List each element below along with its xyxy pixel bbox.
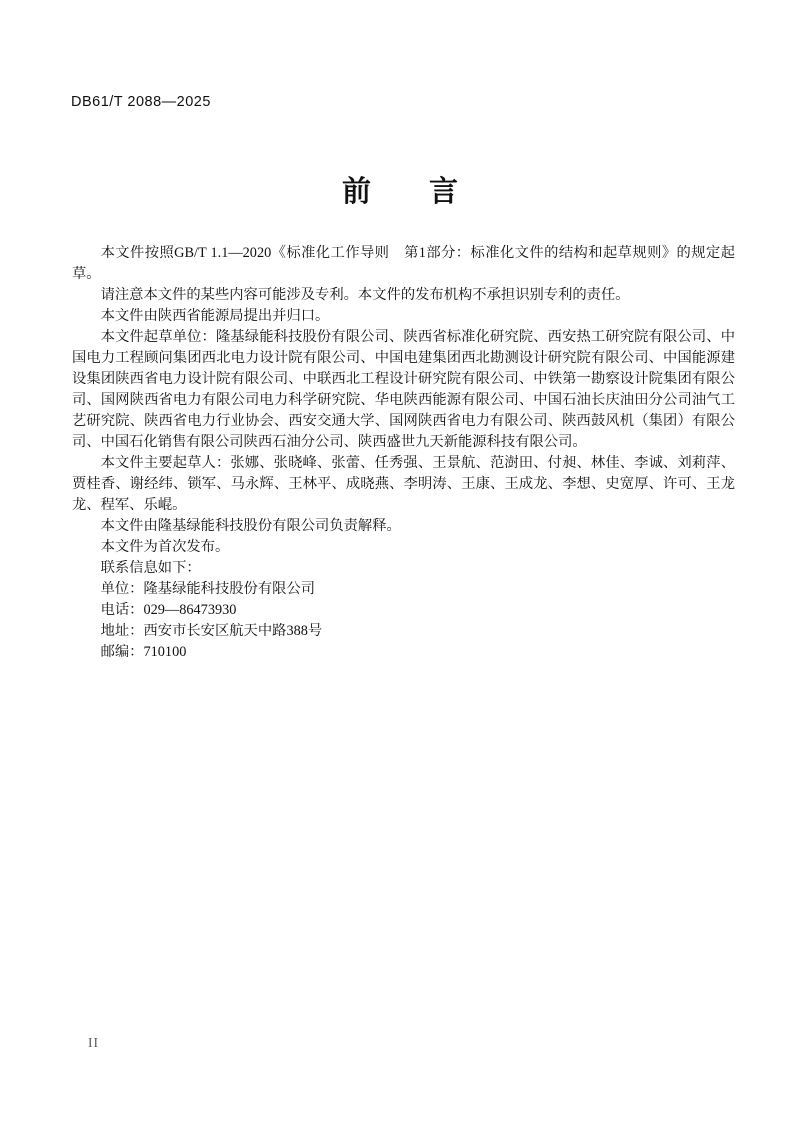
foreword-paragraph: 单位：隆基绿能科技股份有限公司: [100, 581, 316, 597]
foreword-paragraphs: [72, 243, 735, 663]
foreword-paragraph: 本文件为首次发布。: [100, 539, 230, 555]
foreword-paragraph: 本文件由隆基绿能科技股份有限公司负责解释。: [100, 518, 401, 534]
page-number: II: [88, 1035, 99, 1050]
foreword-paragraph: 本文件起草单位：隆基绿能科技股份有限公司、陕西省标准化研究院、西安热工研究院有限公司、中国电力工程顾问集团西北电力设计院有限公司、中国电建集团西北勘测设计研究院有限公司、中国能源建设集团陕西省电力设计院有限公司、中联西北工程设计研究院有限公司、中铁第一勘察设计院集团有限公司、国网陕西省电力有限公司电力科学研究院、华电陕西能源有限公司、中国石油长庆油田分公司油气工艺研究院、陕西省电力行业协会、西安交通大学、国网陕西省电力有限公司、陕西鼓风机（集团）有限公司、中国石化销售有限公司陕西石油分公司、陕西盛世九天新能源科技有限公司。: [72, 329, 735, 450]
foreword-paragraph: 地址：西安市长安区航天中路388号: [100, 623, 323, 639]
foreword-paragraph: 电话：029—86473930: [100, 602, 237, 618]
foreword-paragraph: 本文件由陕西省能源局提出并归口。: [100, 308, 330, 324]
foreword-paragraph: 联系信息如下：: [100, 560, 201, 576]
foreword-title: 前 言: [341, 176, 458, 208]
foreword-paragraph: 本文件按照GB/T 1.1—2020《标准化工作导则 第1部分：标准化文件的结构和起草规则》的规定起草。: [72, 245, 735, 282]
foreword-paragraph: 本文件主要起草人：张娜、张晓峰、张蕾、任秀强、王景航、范澍田、付昶、林佳、李诚、刘莉萍、贾桂香、谢经纬、锁军、马永辉、王林平、成晓燕、李明涛、王康、王成龙、李想、史宽厚、许可、王龙龙、程军、乐崐。: [72, 455, 735, 513]
foreword-paragraph: 邮编：710100: [100, 644, 187, 660]
foreword-paragraph: 请注意本文件的某些内容可能涉及专利。本文件的发布机构不承担识别专利的责任。: [100, 287, 630, 303]
doc-number: DB61/T 2088—2025: [71, 94, 211, 110]
